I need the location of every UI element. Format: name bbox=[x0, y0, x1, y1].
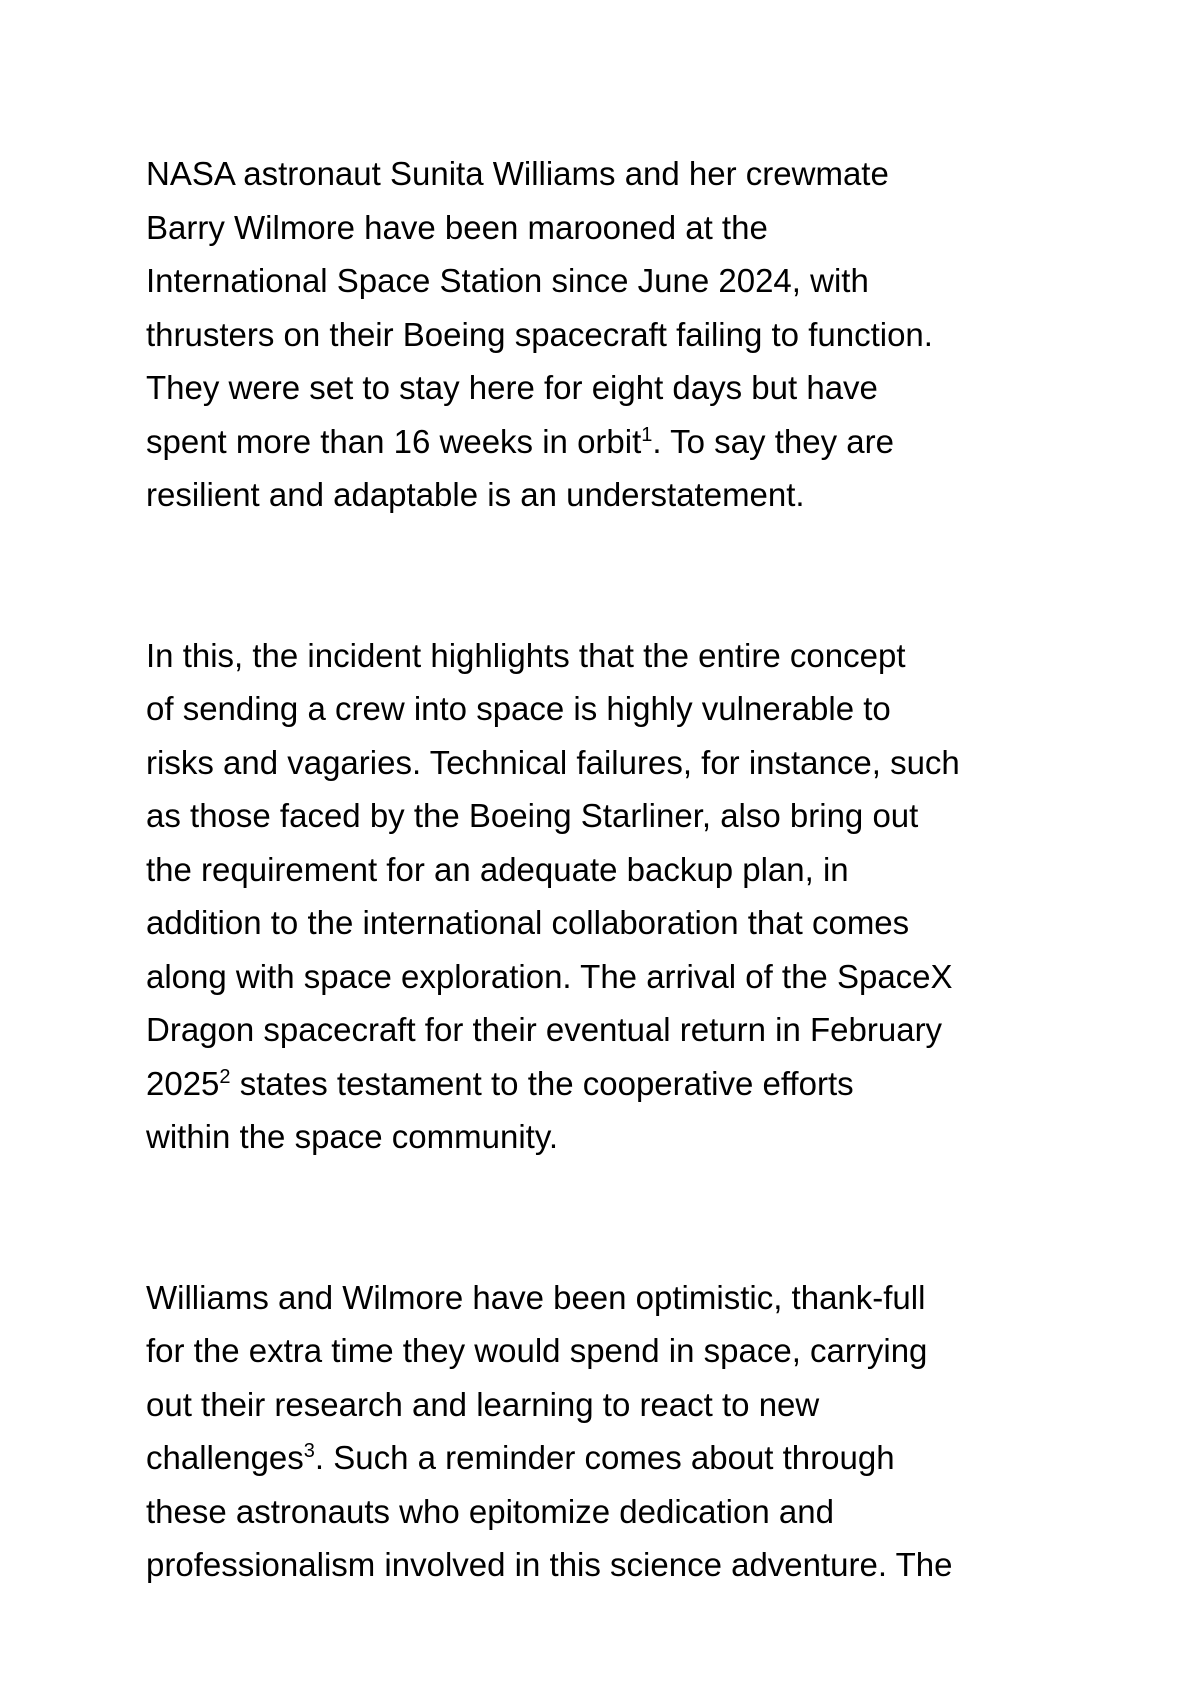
text-line bbox=[146, 1485, 1076, 1539]
footnote-marker: 1 bbox=[641, 423, 653, 446]
text-run: Dragon spacecraft for their eventual return in February bbox=[146, 1011, 943, 1048]
text-run: within the space community. bbox=[146, 1118, 559, 1155]
text-line bbox=[146, 468, 1076, 522]
text-line bbox=[146, 1324, 1076, 1378]
text-run: . Such a reminder comes about through bbox=[314, 1439, 895, 1476]
text-run: risks and vagaries. Technical failures, for instance, such bbox=[146, 743, 960, 781]
text-line bbox=[146, 1057, 1076, 1111]
text-run: as those faced by the Boeing Starliner, also bring out bbox=[146, 797, 919, 834]
text-run: out their research and learning to react to new bbox=[146, 1385, 820, 1423]
document-body bbox=[146, 147, 1076, 1699]
text-line bbox=[146, 896, 1076, 950]
text-run: . To say they are bbox=[652, 422, 894, 460]
paragraph-2 bbox=[146, 629, 1076, 1164]
text-line bbox=[146, 1431, 1076, 1485]
text-run: 2025 bbox=[146, 1064, 220, 1102]
text-run: these astronauts who epitomize dedication and bbox=[146, 1492, 834, 1530]
text-line bbox=[146, 201, 1076, 255]
footnote-marker: 2 bbox=[219, 1065, 231, 1088]
text-line bbox=[146, 682, 1076, 736]
text-line bbox=[146, 1003, 1076, 1057]
text-run: along with space exploration. The arrival of the SpaceX bbox=[146, 957, 953, 995]
paragraph-3 bbox=[146, 1271, 1076, 1592]
text-run: addition to the international collaboration that comes bbox=[146, 904, 910, 941]
text-line bbox=[146, 843, 1076, 897]
text-run: Williams and Wilmore have been optimistic, thank-full bbox=[146, 1278, 926, 1316]
text-line bbox=[146, 629, 1076, 683]
text-run: states testament to the cooperative efforts bbox=[230, 1064, 854, 1102]
text-run: challenges bbox=[146, 1439, 304, 1476]
text-line bbox=[146, 950, 1076, 1004]
text-run: They were set to stay here for eight days but have bbox=[146, 369, 878, 406]
text-run: resilient and adaptable is an understatement. bbox=[146, 476, 805, 513]
text-line bbox=[146, 361, 1076, 415]
text-run: thrusters on their Boeing spacecraft failing to function. bbox=[146, 315, 933, 353]
text-run: professionalism involved in this science adventure. The bbox=[146, 1546, 953, 1583]
text-line bbox=[146, 415, 1076, 469]
text-line bbox=[146, 736, 1076, 790]
text-line bbox=[146, 1538, 1076, 1592]
text-run: for the extra time they would spend in space, carrying bbox=[146, 1332, 928, 1369]
text-line bbox=[146, 1378, 1076, 1432]
text-run: In this, the incident highlights that the entire concept bbox=[146, 636, 906, 674]
footnote-marker: 3 bbox=[303, 1440, 315, 1462]
text-line bbox=[146, 789, 1076, 843]
paragraph-1 bbox=[146, 147, 1076, 522]
text-run: spent more than 16 weeks in orbit bbox=[146, 422, 642, 460]
text-line bbox=[146, 147, 1076, 201]
text-run: Barry Wilmore have been marooned at the bbox=[146, 208, 768, 246]
text-run: of sending a crew into space is highly vulnerable to bbox=[146, 690, 891, 727]
text-line bbox=[146, 254, 1076, 308]
text-line bbox=[146, 1110, 1076, 1164]
text-run: NASA astronaut Sunita Williams and her crewmate bbox=[146, 155, 889, 192]
text-run: International Space Station since June 2024, with bbox=[146, 262, 869, 299]
text-line bbox=[146, 308, 1076, 362]
text-run: the requirement for an adequate backup plan, in bbox=[146, 850, 849, 888]
text-line bbox=[146, 1271, 1076, 1325]
